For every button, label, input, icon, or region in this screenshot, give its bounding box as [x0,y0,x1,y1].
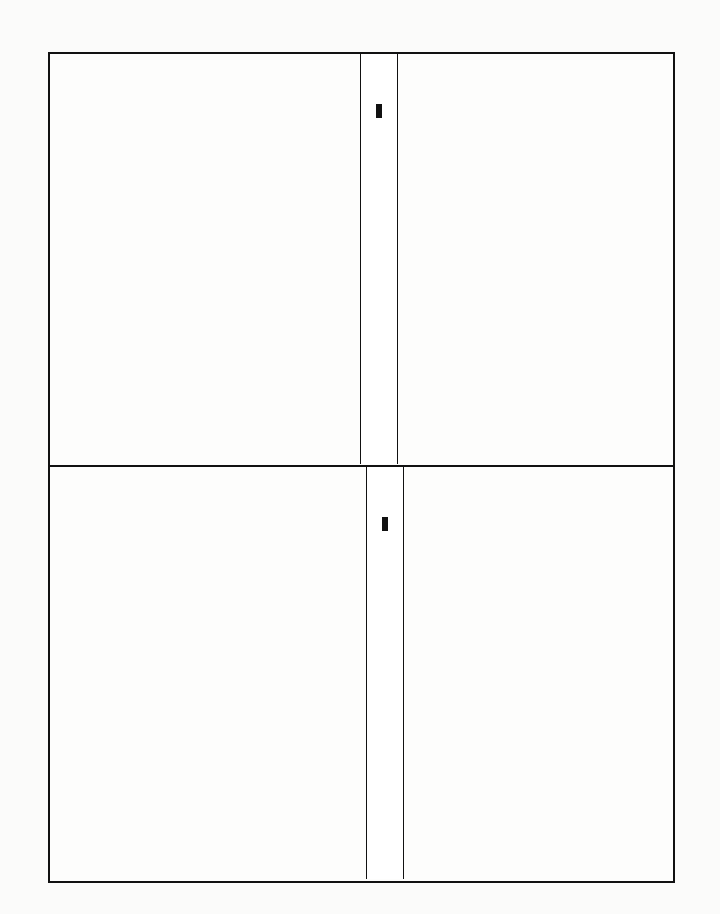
top-panel [50,54,673,464]
footer [0,896,720,914]
bottom-panel [50,467,673,877]
top-section-header [360,54,398,464]
text-frame [48,52,675,883]
bottom-section-header [366,467,404,879]
